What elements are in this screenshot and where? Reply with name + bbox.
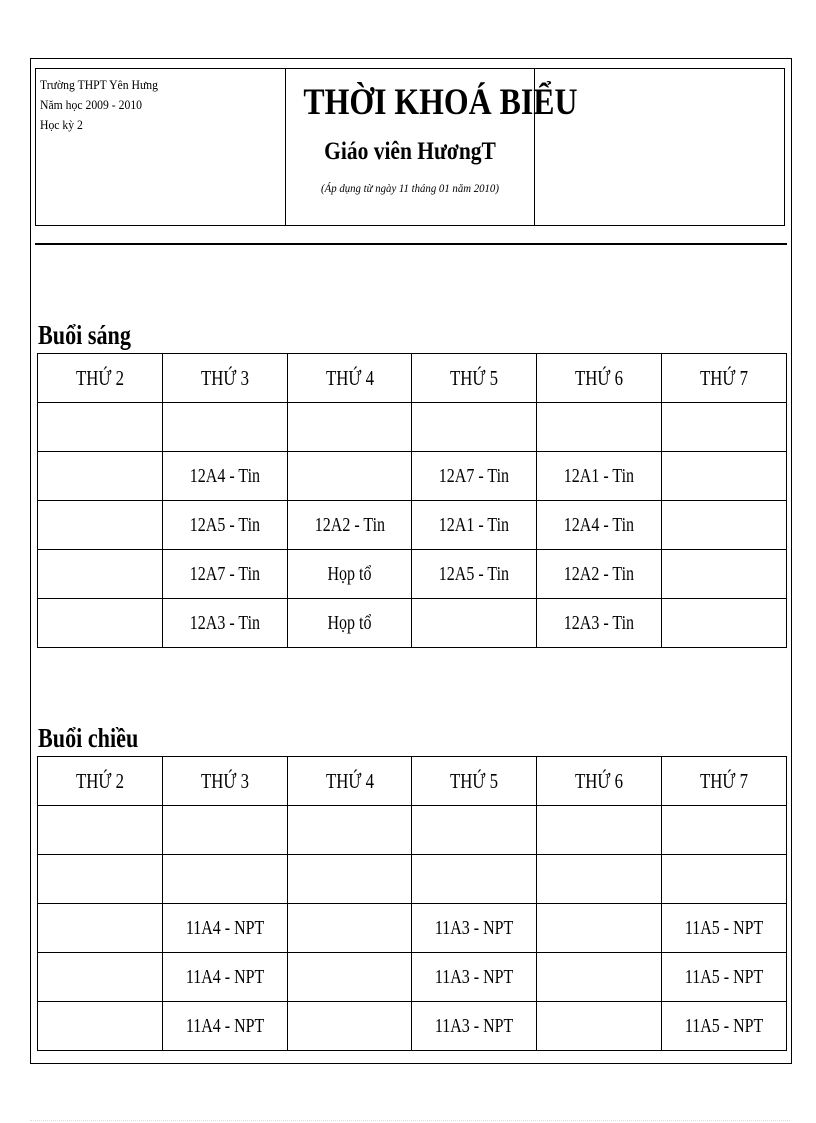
- table-row: [38, 550, 787, 599]
- table-cell: 12A3 - Tin: [537, 599, 662, 648]
- table-cell: [537, 904, 662, 953]
- day-header: THỨ 3: [162, 757, 287, 806]
- school-term: Học kỳ 2: [40, 117, 83, 132]
- table-cell: 11A5 - NPT: [662, 953, 787, 1002]
- document-header: [35, 68, 785, 226]
- table-cell: [287, 855, 412, 904]
- day-header: THỨ 4: [287, 354, 412, 403]
- table-cell: [412, 599, 537, 648]
- table-cell: [537, 403, 662, 452]
- table-cell: [287, 806, 412, 855]
- table-cell: [662, 806, 787, 855]
- table-row: [38, 855, 787, 904]
- table-cell: [662, 550, 787, 599]
- table-cell: [662, 599, 787, 648]
- table-cell: [662, 855, 787, 904]
- title-block: [286, 69, 578, 225]
- school-year: Năm học 2009 - 2010: [40, 97, 143, 112]
- table-cell: 11A4 - NPT: [162, 904, 287, 953]
- morning-header-row: [38, 354, 787, 403]
- table-cell: [537, 855, 662, 904]
- day-header: THỨ 4: [287, 757, 412, 806]
- page-title: THỜI KHOÁ BIỂU: [303, 82, 578, 123]
- table-cell: [38, 806, 163, 855]
- table-cell: [162, 806, 287, 855]
- table-cell: [38, 1002, 163, 1051]
- school-info: [36, 69, 286, 225]
- table-cell: [38, 904, 163, 953]
- table-cell: [537, 806, 662, 855]
- teacher-name: Giáo viên HươngT: [324, 138, 496, 165]
- table-row: [38, 599, 787, 648]
- table-cell: 12A1 - Tin: [412, 501, 537, 550]
- table-cell: [287, 452, 412, 501]
- table-cell: [662, 452, 787, 501]
- table-row: [38, 953, 787, 1002]
- table-cell: [38, 550, 163, 599]
- day-header: THỨ 6: [537, 757, 662, 806]
- table-cell: 11A5 - NPT: [662, 1002, 787, 1051]
- table-cell: [287, 953, 412, 1002]
- table-cell: Họp tổ: [287, 550, 412, 599]
- table-cell: 11A5 - NPT: [662, 904, 787, 953]
- table-cell: 11A4 - NPT: [162, 1002, 287, 1051]
- table-cell: [162, 855, 287, 904]
- table-cell: [38, 599, 163, 648]
- table-cell: 12A4 - Tin: [537, 501, 662, 550]
- table-cell: [412, 403, 537, 452]
- table-cell: 11A3 - NPT: [412, 1002, 537, 1051]
- day-header: THỨ 7: [662, 354, 787, 403]
- table-cell: [38, 452, 163, 501]
- table-row: [38, 806, 787, 855]
- table-cell: 12A5 - Tin: [162, 501, 287, 550]
- table-cell: 12A7 - Tin: [162, 550, 287, 599]
- table-cell: [662, 501, 787, 550]
- table-cell: 11A3 - NPT: [412, 904, 537, 953]
- table-cell: 12A1 - Tin: [537, 452, 662, 501]
- table-cell: 12A3 - Tin: [162, 599, 287, 648]
- school-name: Trường THPT Yên Hưng: [40, 77, 159, 92]
- table-cell: [287, 904, 412, 953]
- table-row: [38, 1002, 787, 1051]
- table-row: [38, 904, 787, 953]
- day-header: THỨ 5: [412, 757, 537, 806]
- table-cell: [38, 953, 163, 1002]
- day-header: THỨ 2: [38, 354, 163, 403]
- table-cell: [162, 403, 287, 452]
- morning-section-title: Buổi sáng: [38, 320, 131, 350]
- table-cell: [287, 1002, 412, 1051]
- table-cell: [537, 1002, 662, 1051]
- table-cell: Họp tổ: [287, 599, 412, 648]
- table-cell: 12A5 - Tin: [412, 550, 537, 599]
- afternoon-section-title: Buổi chiều: [38, 723, 139, 753]
- day-header: THỨ 5: [412, 354, 537, 403]
- table-cell: [287, 403, 412, 452]
- day-header: THỨ 3: [162, 354, 287, 403]
- table-cell: [412, 855, 537, 904]
- table-cell: [38, 403, 163, 452]
- header-divider: [35, 243, 787, 245]
- table-cell: 12A7 - Tin: [412, 452, 537, 501]
- day-header: THỨ 6: [537, 354, 662, 403]
- footer-divider: [30, 1120, 790, 1121]
- effective-date-note: (Áp dụng từ ngày 11 tháng 01 năm 2010): [321, 181, 499, 195]
- table-cell: [662, 403, 787, 452]
- table-row: [38, 403, 787, 452]
- table-cell: [38, 501, 163, 550]
- table-row: [38, 501, 787, 550]
- table-cell: 12A2 - Tin: [537, 550, 662, 599]
- morning-timetable: [37, 353, 787, 648]
- table-cell: 12A2 - Tin: [287, 501, 412, 550]
- table-row: [38, 452, 787, 501]
- afternoon-timetable: [37, 756, 787, 1051]
- table-cell: [38, 855, 163, 904]
- table-cell: [412, 806, 537, 855]
- table-cell: 12A4 - Tin: [162, 452, 287, 501]
- afternoon-header-row: [38, 757, 787, 806]
- day-header: THỨ 2: [38, 757, 163, 806]
- table-cell: [537, 953, 662, 1002]
- day-header: THỨ 7: [662, 757, 787, 806]
- table-cell: 11A3 - NPT: [412, 953, 537, 1002]
- table-cell: 11A4 - NPT: [162, 953, 287, 1002]
